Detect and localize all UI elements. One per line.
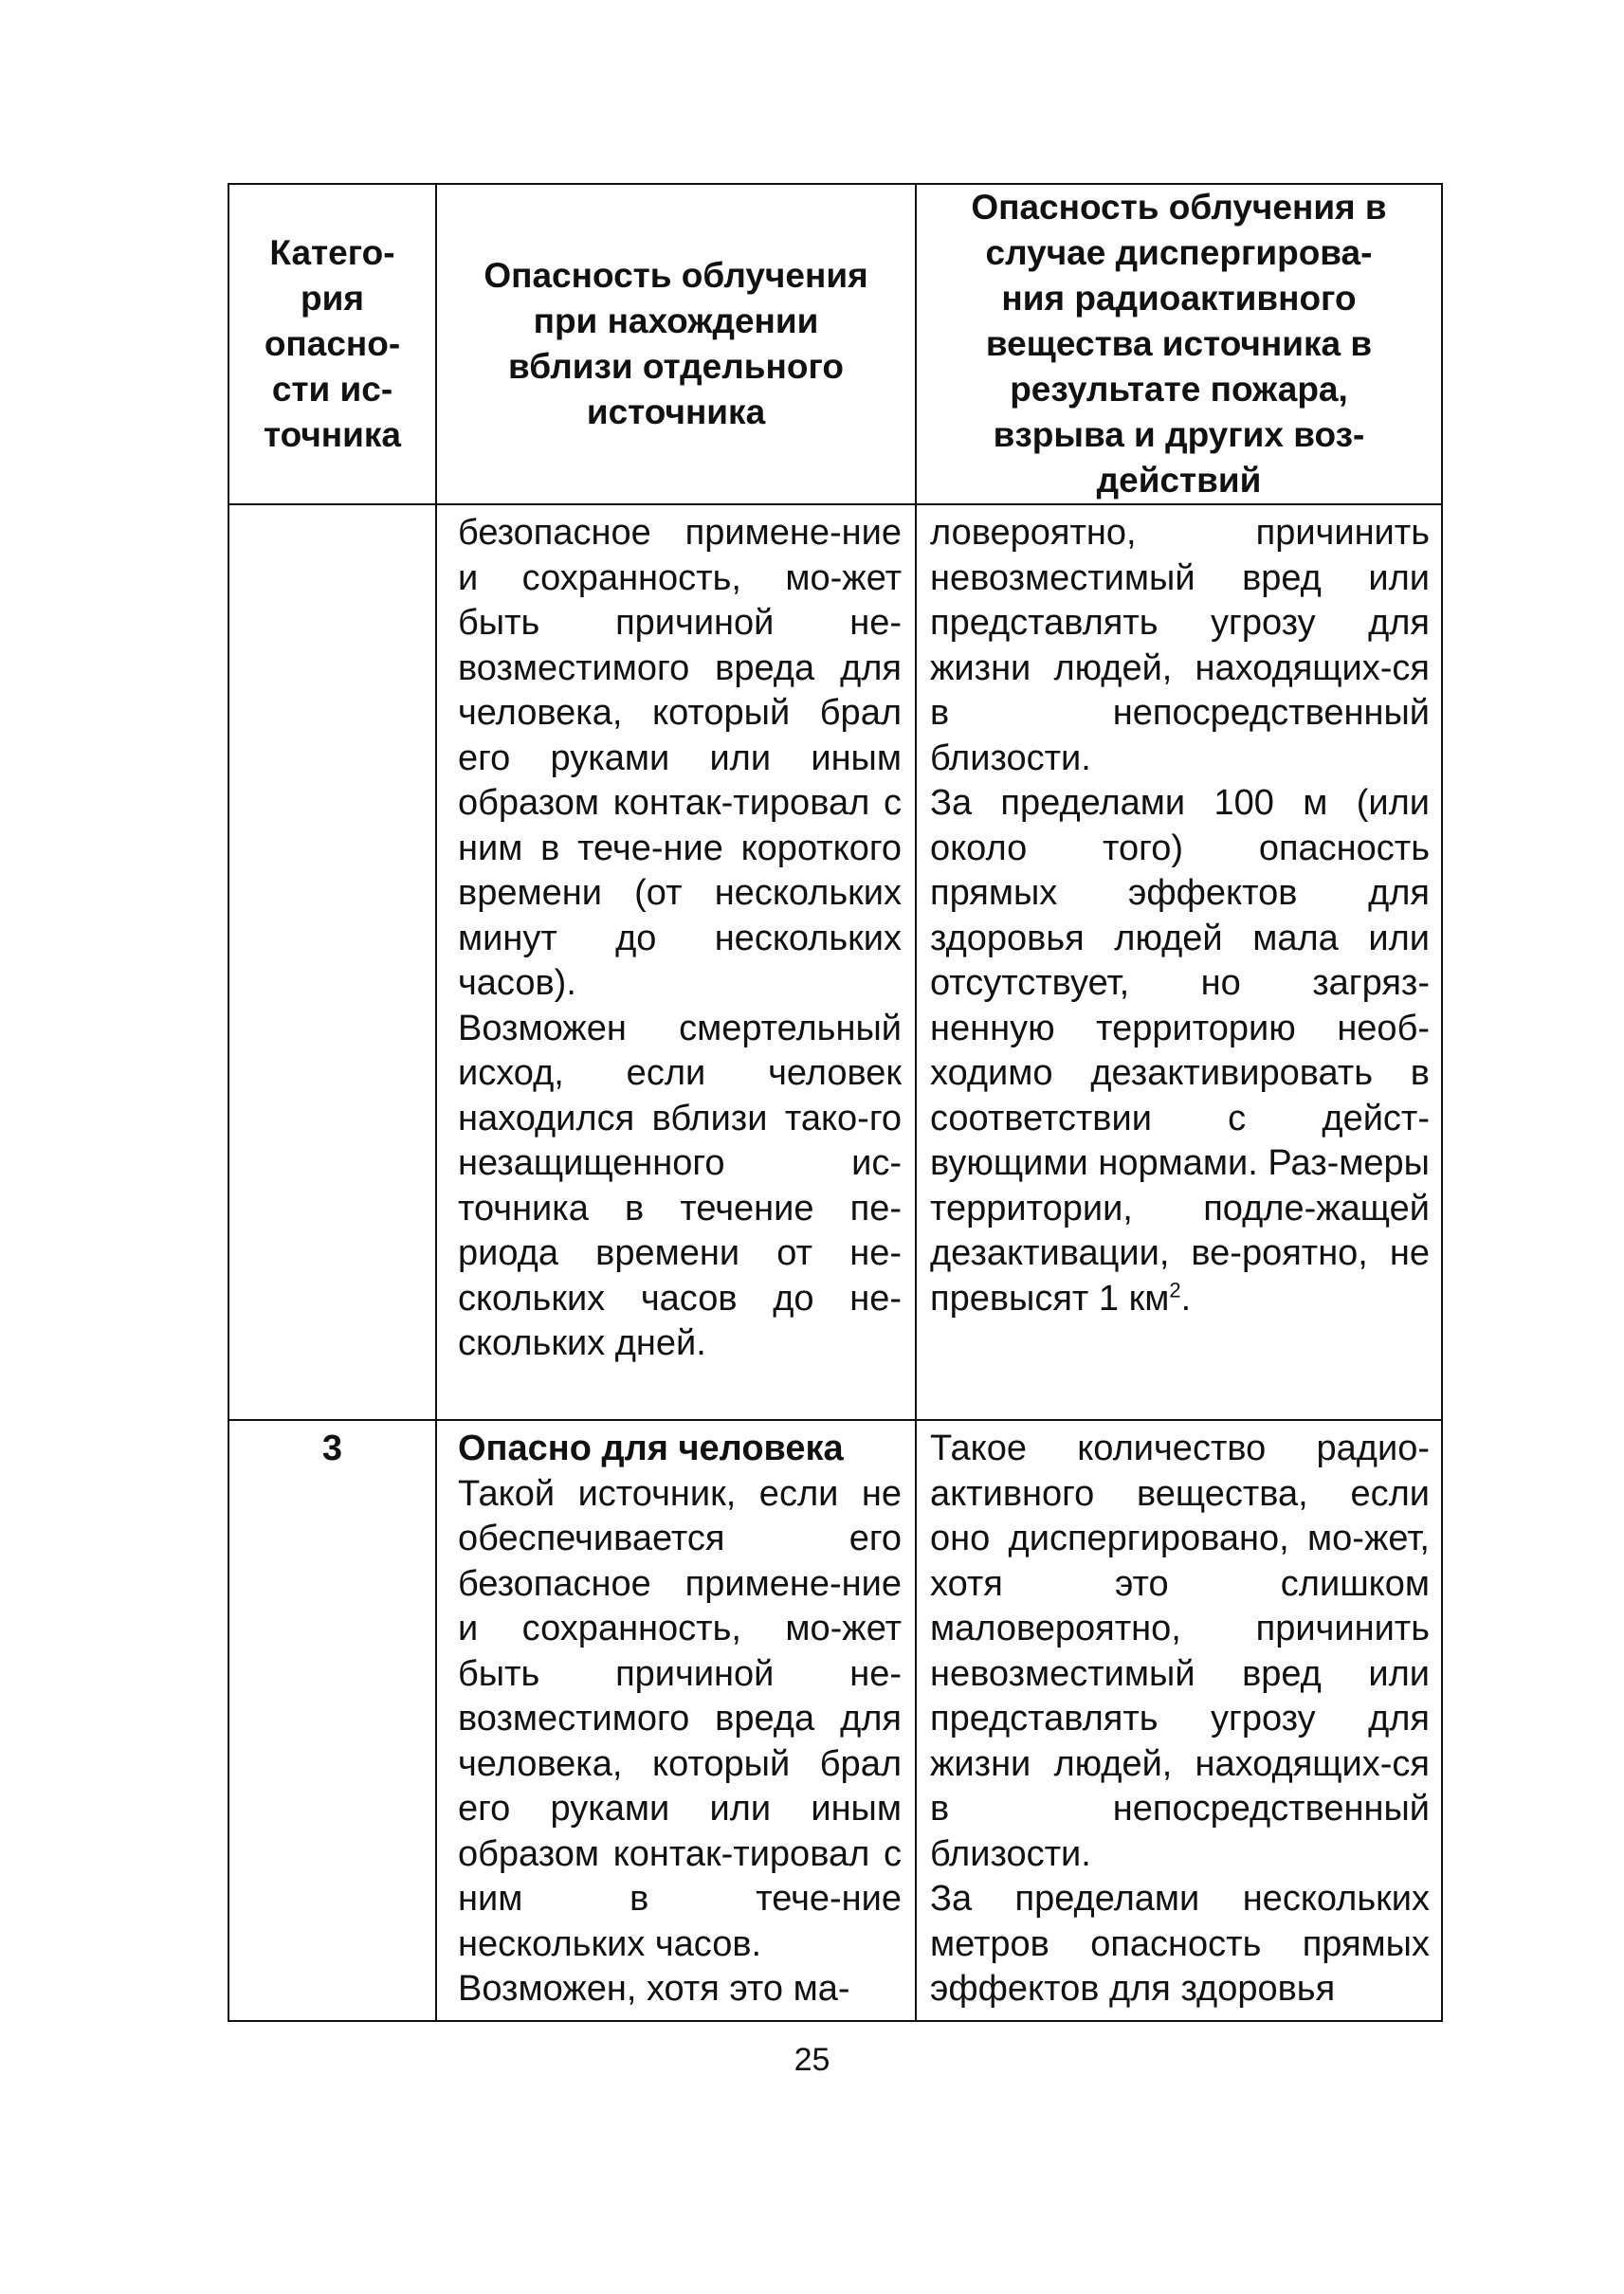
dispersal-hazard-cell <box>916 504 1442 1420</box>
paragraph-text: За пределами 100 м (или около того) опасность прямых эффектов для здоровья людей мала или отсутствует, но загряз-ненную территорию необ-ходимо дезактивировать в соответствии с дейст-вующими нормами. Раз-меры территории, подле-жащей дезактивации, ве-роятно, не превысят 1 км <box>930 783 1430 1319</box>
dispersal-hazard-cell <box>916 1420 1442 2021</box>
hazard-category-table <box>228 183 1443 2022</box>
paragraph: За пределами нескольких метров опасность прямых эффектов для здоровья <box>930 1879 1430 2009</box>
table-row <box>228 504 1442 1420</box>
proximity-hazard-cell <box>436 504 916 1420</box>
paragraph: безопасное примене-ние и сохранность, мо-жет быть причиной не-возместимого вреда для человека, который брал его руками или иным образом контак-тировал с ним в тече-ние короткого времени (от нескольких минут до нескольких часов). <box>458 513 902 1003</box>
paragraph: Такой источник, если не обеспечивается его безопасное примене-ние и сохранность, мо-жет быть причиной не-возместимого вреда для человека, который брал его руками или иным образом контак-тировал с ним в тече-ние нескольких часов. <box>458 1473 902 1964</box>
paragraph-end: . <box>1180 1278 1192 1319</box>
header-dispersal-hazard: Опасность облучения в случае диспергирова- ния радиоактивного вещества источника в результате пожара, взрыва и других воз- действий <box>916 184 1442 504</box>
header-proximity-hazard: Опасность облучения при нахождении вблизи отдельного источника <box>436 184 916 504</box>
table-header-row <box>228 184 1442 504</box>
category-cell <box>228 504 436 1420</box>
proximity-hazard-cell <box>436 1420 916 2021</box>
paragraph: Возможен смертельный исход, если человек находился вблизи тако-го незащищенного ис-точника в течение пе-риода времени от не-скольких часов до не-скольких дней. <box>458 1008 902 1363</box>
page-number: 25 <box>794 2042 830 2078</box>
paragraph <box>930 781 1430 1321</box>
paragraph: Такое количество радио-активного вещества, если оно диспергировано, мо-жет, хотя это слишком маловероятно, причинить невозместимый вред или представлять угрозу для жизни людей, находящих-ся в непосредственный близости. <box>930 1429 1430 1874</box>
superscript: 2 <box>1169 1277 1181 1302</box>
paragraph: Возможен, хотя это ма- <box>458 1969 850 2009</box>
category-cell: 3 <box>228 1420 436 2021</box>
category-title: Опасно для человека <box>458 1429 844 1468</box>
table-row <box>228 1420 1442 2021</box>
paragraph: ловероятно, причинить невозместимый вред или представлять угрозу для жизни людей, находящих-ся в непосредственный близости. <box>930 513 1430 778</box>
header-category: Катего- рия опасно- сти ис- точника <box>228 184 436 504</box>
